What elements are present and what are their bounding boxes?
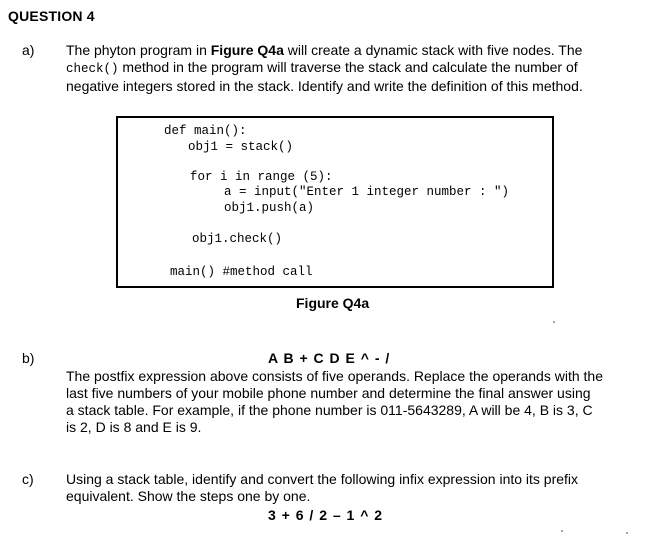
code-line-4: a = input("Enter 1 integer number : ") (224, 185, 510, 199)
figure-caption: Figure Q4a (296, 295, 370, 311)
part-a-line1-post: will create a dynamic stack with five nodes. The (283, 42, 583, 58)
part-b-line2: last five numbers of your mobile phone number and determine the final answer using (66, 385, 591, 401)
code-line-6: obj1.check() (192, 232, 283, 246)
part-c-line2: equivalent. Show the steps one by one. (66, 488, 311, 504)
part-c-line1: Using a stack table, identify and convert the following infix expression into its prefix (66, 471, 579, 487)
part-b-line1: The postfix expression above consists of five operands. Replace the operands with the (66, 368, 603, 384)
code-line-3: for i in range (5): (190, 170, 333, 184)
part-a-label: a) (22, 42, 35, 58)
figure-ref: Figure Q4a (210, 42, 284, 58)
code-line-1: def main(): (164, 124, 247, 138)
part-c-label: c) (22, 471, 34, 487)
postfix-expression: A B + C D E ^ - / (268, 350, 391, 366)
scan-dot (626, 532, 628, 534)
part-a-line2-post: method in the program will traverse the stack and calculate the number of (118, 59, 578, 75)
infix-expression: 3 + 6 / 2 – 1 ^ 2 (268, 507, 384, 523)
part-b-line4: is 2, D is 8 and E is 9. (66, 419, 202, 435)
scan-dot (553, 321, 555, 323)
part-a-line3: negative integers stored in the stack. Identify and write the definition of this method. (66, 78, 583, 94)
part-b-line3: a stack table. For example, if the phone number is 011-5643289, A will be 4, B is 3, C (66, 402, 593, 418)
part-b-text (66, 368, 646, 436)
code-line-5: obj1.push(a) (224, 201, 315, 215)
check-method-code: check() (66, 62, 119, 76)
code-figure (116, 116, 554, 288)
code-line-7: main() #method call (170, 265, 313, 279)
part-a-text (66, 42, 646, 95)
question-heading: QUESTION 4 (8, 8, 95, 24)
scan-dot (561, 530, 563, 532)
part-b-label: b) (22, 350, 35, 366)
part-a-line1-pre: The phyton program in (66, 42, 211, 58)
part-c-text (66, 471, 646, 505)
code-line-2: obj1 = stack() (188, 140, 294, 154)
